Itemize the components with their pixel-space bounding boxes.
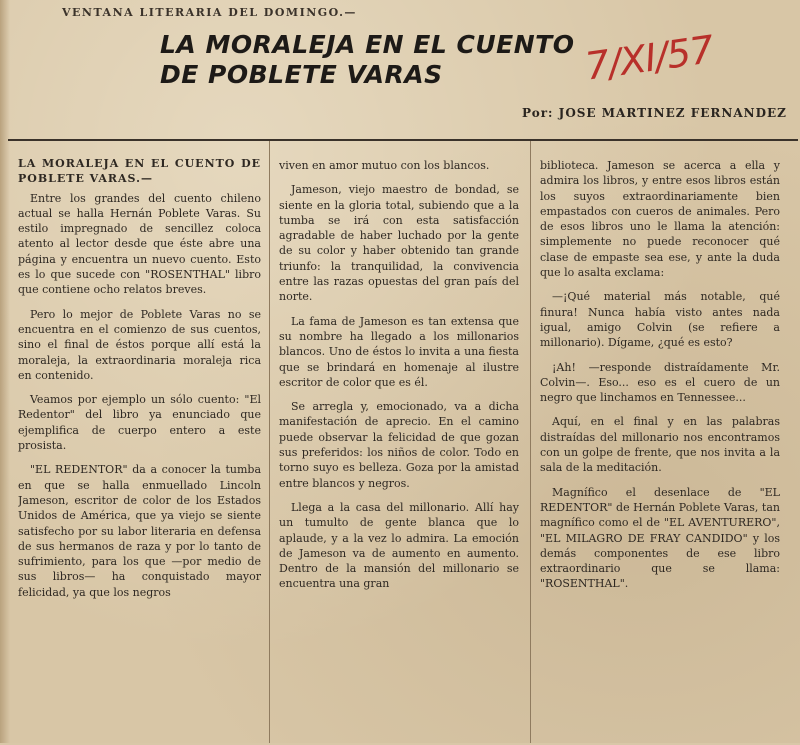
article-headline (160, 30, 574, 90)
article-column-2 (279, 158, 519, 745)
handwritten-date-annotation: 7/XI/57 (582, 27, 716, 89)
article-column-3 (540, 158, 780, 745)
author-byline: Por: JOSE MARTINEZ FERNANDEZ (522, 106, 787, 120)
paragraph: Llega a la casa del millonario. Allí hay un tumulto de gente blanca que lo aplaude, y a la vez lo admira. La emoción de Jameson va de aumento en aumento. Dentro de la mansión del millonario se encuentra una gran (279, 500, 519, 591)
article-column-1 (18, 156, 261, 743)
paragraph: Magnífico el desenlace de "EL REDENTOR" de Hernán Poblete Varas, tan magnífico como el de "EL AVENTURERO", "EL MILAGRO DE FRAY CANDIDO" y los demás componentes de ese libro extraordinario que se llama: "ROSENTHAL". (540, 485, 780, 591)
paper-edge (0, 0, 10, 743)
paragraph: Aquí, en el final y en las palabras distraídas del millonario nos encontramos con un golpe de frente, que nos invita a la sala de la meditación. (540, 415, 780, 475)
column-divider-1 (269, 141, 270, 743)
headline-line-2: DE POBLETE VARAS (160, 60, 443, 89)
headline-line-1: LA MORALEJA EN EL CUENTO (160, 30, 575, 59)
paragraph: Entre los grandes del cuento chileno actual se halla Hernán Poblete Varas. Su estilo impregnado de sencillez coloca atento al lector desde que éste abre una página y encuentra un nuevo cuento. Esto es lo que sucede con "ROSENTHAL" libro que contiene ocho relatos breves. (18, 191, 261, 297)
paragraph: biblioteca. Jameson se acerca a ella y admira los libros, y entre esos libros están los suyos extraordinariamente bien empastados con cueros de animales. Pero de esos libros uno le llama la atención: simplemente no puede reconocer qué clase de empaste sea ese, y ante la duda que lo asalta exclama: (540, 159, 780, 280)
paragraph: "EL REDENTOR" da a conocer la tumba en que se halla enmuellado Lincoln Jameson, escritor de color de los Estados Unidos de América, que ya viejo se siente satisfecho por su labor literaria en defensa de sus hermanos de raza y por lo tanto de sufrimiento, para los que —por medio de sus libros— ha conquistado mayor felicidad, ya que los negros (18, 463, 261, 599)
header-divider (8, 139, 798, 141)
paragraph: —¡Qué material más notable, qué finura! Nunca había visto antes nada igual, amigo Colvin (se refiere a millonario). Dígame, ¿qué es esto? (540, 290, 780, 350)
section-kicker: VENTANA LITERARIA DEL DOMINGO.— (62, 6, 357, 19)
column-divider-2 (530, 141, 531, 743)
paragraph: viven en amor mutuo con los blancos. (279, 159, 490, 172)
paragraph: Veamos por ejemplo un sólo cuento: "El Redentor" del libro ya enunciado que ejemplifica de cuerpo entero a este prosista. (18, 393, 261, 453)
column-subhead: LA MORALEJA EN EL CUENTO DE POBLETE VARAS.— (18, 157, 261, 186)
paragraph: La fama de Jameson es tan extensa que su nombre ha llegado a los millonarios blancos. Uno de éstos lo invita a una fiesta que se brindará en homenaje al ilustre escritor de color que es él. (279, 314, 519, 389)
paragraph: Se arregla y, emocionado, va a dicha manifestación de aprecio. En el camino puede observar la felicidad de que gozan sus preferidos: los niños de color. Todo en torno suyo es belleza. Goza por la amistad entre blancos y negros. (279, 400, 519, 490)
paragraph: Pero lo mejor de Poblete Varas no se encuentra en el comienzo de sus cuentos, sino el final de éstos porque allí está la moraleja, la extraordinaria moraleja rica en contenido. (18, 307, 261, 382)
paragraph: Jameson, viejo maestro de bondad, se siente en la gloria total, subiendo que a la tumba se irá con esta satisfacción agradable de haber luchado por la gente de su color y haber obtenido tan grande triunfo: la tranquilidad, la convivencia entre las razas opuestas del gran país del norte. (279, 183, 519, 304)
paragraph: ¡Ah! —responde distraídamente Mr. Colvin—. Eso... eso es el cuero de un negro que linchamos en Tennessee... (540, 360, 780, 405)
